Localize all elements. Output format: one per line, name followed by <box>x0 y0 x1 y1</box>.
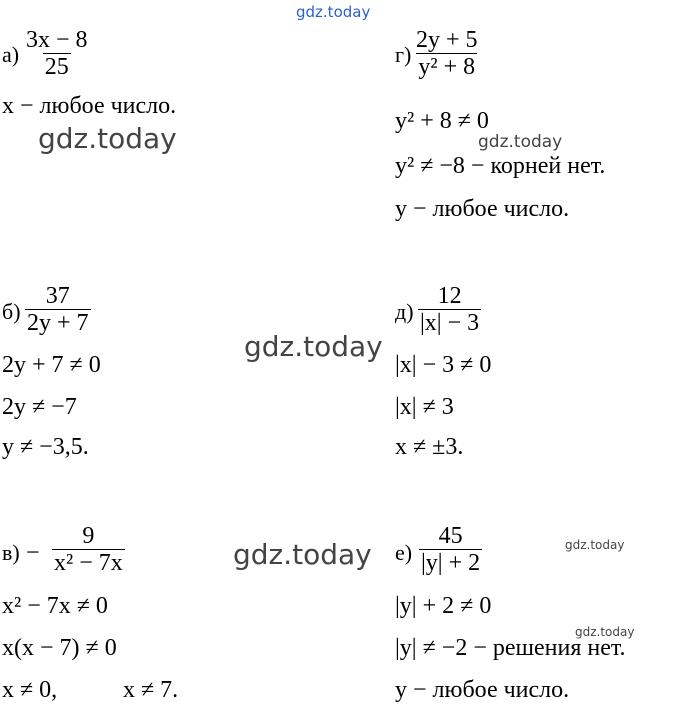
fraction <box>25 283 91 336</box>
fraction <box>419 523 482 576</box>
solution-line: x² − 7x ≠ 0 <box>2 593 108 619</box>
solution-line: x ≠ 0, <box>2 677 58 703</box>
fraction-denominator: y² + 8 <box>418 54 476 80</box>
solution-line: 2y + 7 ≠ 0 <box>2 352 101 378</box>
solution-line: y − любое число. <box>395 196 570 222</box>
solution-line: y − любое число. <box>395 677 570 703</box>
watermark: gdz.today <box>575 625 635 639</box>
problem-label: е) <box>395 540 413 565</box>
watermark: gdz.today <box>233 538 372 571</box>
solution-line: y² + 8 ≠ 0 <box>395 108 489 134</box>
fraction <box>418 283 481 336</box>
watermark: gdz.today <box>38 122 177 155</box>
solution-line: x(x − 7) ≠ 0 <box>2 635 117 661</box>
watermark: gdz.today <box>478 132 563 152</box>
problem-label: д) <box>395 299 414 324</box>
fraction-denominator: x² − 7x <box>54 550 123 576</box>
watermark: gdz.today <box>565 538 625 552</box>
fraction-numerator: 3x − 8 <box>26 27 88 53</box>
fraction-denominator: 2y + 7 <box>27 310 89 336</box>
fraction-denominator: |x| − 3 <box>420 310 480 336</box>
solution-line: |y| + 2 ≠ 0 <box>395 593 492 619</box>
fraction-numerator: 2y + 5 <box>416 27 478 53</box>
solution-line: x − любое число. <box>2 93 177 119</box>
solution-line: |x| − 3 ≠ 0 <box>395 352 492 378</box>
solution-line: 2y ≠ −7 <box>2 394 77 420</box>
fraction-numerator: 45 <box>438 523 463 549</box>
minus-sign: − <box>26 540 40 566</box>
watermark: gdz.today <box>244 330 383 363</box>
solution-line: y ≠ −3,5. <box>2 434 89 460</box>
watermark: gdz.today <box>296 3 371 21</box>
fraction-numerator: 37 <box>45 283 70 309</box>
fraction-numerator: 12 <box>437 283 462 309</box>
solution-line: y² ≠ −8 − корней нет. <box>395 153 606 179</box>
fraction-denominator: 25 <box>44 54 69 80</box>
solution-line: x ≠ 7. <box>123 677 179 703</box>
solution-line: x ≠ ±3. <box>395 434 464 460</box>
fraction <box>24 27 90 80</box>
problem-label: г) <box>395 42 412 67</box>
fraction <box>414 27 480 80</box>
fraction-numerator: 9 <box>82 523 95 549</box>
solution-line: |y| ≠ −2 − решения нет. <box>395 635 626 661</box>
problem-label: б) <box>2 299 21 324</box>
problem-label: в) <box>2 540 20 565</box>
fraction-denominator: |y| + 2 <box>421 550 481 576</box>
problem-label: а) <box>2 42 20 67</box>
fraction <box>52 523 125 576</box>
solution-line: |x| ≠ 3 <box>395 394 454 420</box>
